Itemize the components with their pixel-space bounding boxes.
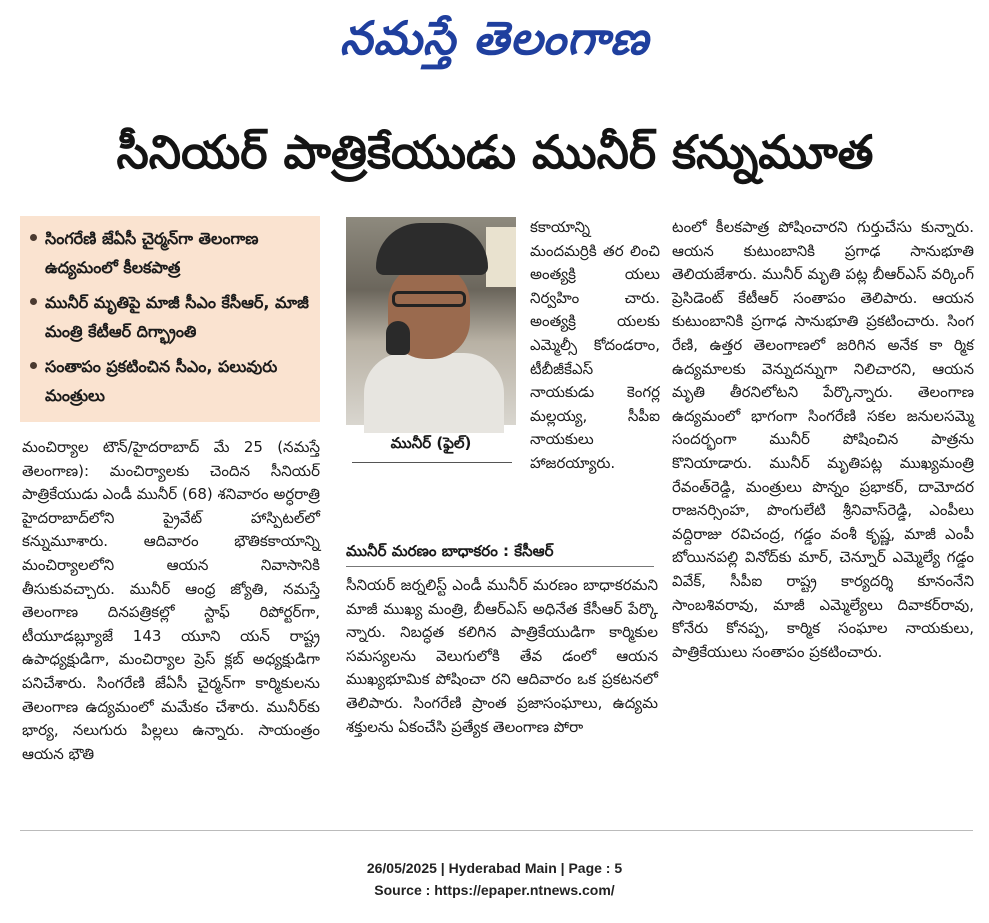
footer-divider	[20, 830, 973, 831]
helmet-shape	[376, 223, 488, 275]
photo-caption: మునీర్ (ఫైల్)	[390, 434, 472, 452]
highlight-item	[30, 352, 312, 410]
highlight-item	[30, 224, 312, 282]
footer-source: Source : https://epaper.ntnews.com/	[374, 882, 615, 898]
article-column-2-bottom: సీనియర్ జర్నలిస్ట్ ఎండీ మునీర్ మరణం బాధాకరమని మాజీ ముఖ్య మంత్రి, బీఆర్ఎస్ అధినేత కేసీఆర్ పేర్కొ న్నారు. నిబద్ధత కలిగిన పాత్రికేయుడిగా కార్మికుల సమస్యలను వెలుగులోకి తేవ డంలో ఆయన ముఖ్యభూమిక పోషించా రని ఆదివారం ఒక ప్రకటనలో తెలిపారు. సింగరేణి ప్రాంత ప్రజాసంఘాలు, ఉద్యమ శక్తులను ఏకంచేసి ప్రత్యేక తెలంగాణ పోరా	[346, 576, 658, 736]
highlight-text: సంతాపం ప్రకటించిన సీఎం, పలువురు మంత్రులు	[45, 357, 278, 405]
glasses-shape	[392, 291, 466, 307]
highlight-text: మునీర్ మృతిపై మాజీ సీఎం కేసీఆర్, మాజీ మంత్రి కేటీఆర్ దిగ్భ్రాంతి	[45, 293, 309, 341]
masthead: నమస్తే తెలంగాణ	[339, 11, 650, 65]
footer-dateline: 26/05/2025 | Hyderabad Main | Page : 5	[366, 860, 623, 876]
bullet-icon	[30, 298, 37, 305]
article-column-3: టంలో కీలకపాత్ర పోషించారని గుర్తుచేసు కున్నారు. ఆయన కుటుంబానికి ప్రగాఢ సానుభూతి తెలియజేశారు. మునీర్ మృతి పట్ల బీఆర్ఎస్ వర్కింగ్ ప్రెసిడెంట్ కేటీఆర్ సంతాపం తెలిపారు. ఆయన కుటుంబానికి ప్రగాఢ సానుభూతి ప్రకటించారు. సింగ రేణి, ఉత్తర తెలంగాణలో జరిగిన అనేక కా ర్మిక ఉద్యమాలకు వెన్నుదన్నుగా నిలిచారని, ఆయన మృతి తీరనిలోటని పేర్కొన్నారు. తెలంగాణ ఉద్యమంలో భాగంగా సింగరేణి సకల జనులసమ్మె సందర్భంగా మునీర్ పోషించిన పాత్రను కొనియాడారు. మునీర్ మృతిపట్ల ముఖ్యమంత్రి రేవంత్‌రెడ్డి, మంత్రులు పొన్నం ప్రభాకర్, దామోదర రాజనర్సింహ, పొంగులేటి శ్రీనివాస్‌రెడ్డి, ఎంపీలు వద్దిరాజు రవిచంద్ర, గడ్డం వంశీ కృష్ణ, మాజీ ఎంపీ బోయినపల్లి వినోద్‌కు మార్, చెన్నూర్ ఎమ్మెల్యే గడ్డం వివేక్, సీపీఐ రాష్ట్ర కార్యదర్శి కూనంనేని సాంబశివరావు, మాజీ ఎమ్మెల్యేలు దివాకర్‌రావు, కోనేరు కోనప్ప, కార్మిక సంఘాల నాయకులు, పాత్రికేయులు సంతాపం ప్రకటించారు.	[672, 218, 974, 661]
article-column-2-top: కకాయాన్ని మందమర్రికి తర లించి అంత్యక్రి యలు నిర్వహిం చారు. అంత్యక్రి యలకు ఎమ్మెల్సీ కోదండరాం, టీబీజీకేఎస్ నాయకుడు కెంగర్ల మల్లయ్య, సీపీఐ నాయకులు హాజరయ్యారు.	[530, 218, 660, 472]
portrait-photo	[346, 217, 516, 425]
bullet-icon	[30, 234, 37, 241]
article-column-1: మంచిర్యాల టౌన్/హైదరాబాద్ మే 25 (నమస్తే తెలంగాణ): మంచిర్యాలకు చెందిన సీనియర్ పాత్రికేయుడు ఎండీ మునీర్ (68) శనివారం అర్ధరాత్రి హైదరాబాద్‌లోని ప్రైవేట్ హాస్పిటల్‌లో కన్నుమూశారు. ఆదివారం భౌతికకాయాన్ని మంచిర్యాలలోని ఆయన నివాసానికి తీసుకువచ్చారు. మునీర్ ఆంధ్ర జ్యోతి, నమస్తే తెలంగాణ దినపత్రికల్లో స్టాఫ్ రిపోర్టర్‌గా, టీయూడబ్ల్యూజే 143 యూని యన్ రాష్ట్ర ఉపాధ్యక్షుడిగా, మంచిర్యాల ప్రెస్ క్లబ్ అధ్యక్షుడిగా పనిచేశారు. సింగరేణి జేఏసీ చైర్మన్‌గా కార్మికులను తెలంగాణ ఉద్యమంలో మమేకం చేశారు. మునీర్‌కు భార్య, నలుగురు పిల్లలు ఉన్నారు. సాయంత్రం ఆయన భౌతి	[22, 438, 320, 763]
bullet-icon	[30, 362, 37, 369]
highlight-item	[30, 288, 312, 346]
highlights-box	[20, 216, 320, 422]
shirt-shape	[364, 353, 504, 433]
highlight-text: సింగరేణి జేఏసీ చైర్మన్‌గా తెలంగాణ ఉద్యమంలో కీలకపాత్ర	[45, 229, 259, 277]
background-sign	[486, 227, 516, 287]
article-column-2-wrap	[346, 478, 658, 528]
microphone-icon	[386, 321, 410, 355]
caption-divider	[352, 462, 512, 463]
headline: సీనియర్ పాత్రికేయుడు మునీర్ కన్నుమూత	[116, 125, 874, 179]
subheading: మునీర్ మరణం బాధాకరం : కేసీఆర్	[346, 542, 554, 560]
subheading-divider	[346, 566, 654, 567]
